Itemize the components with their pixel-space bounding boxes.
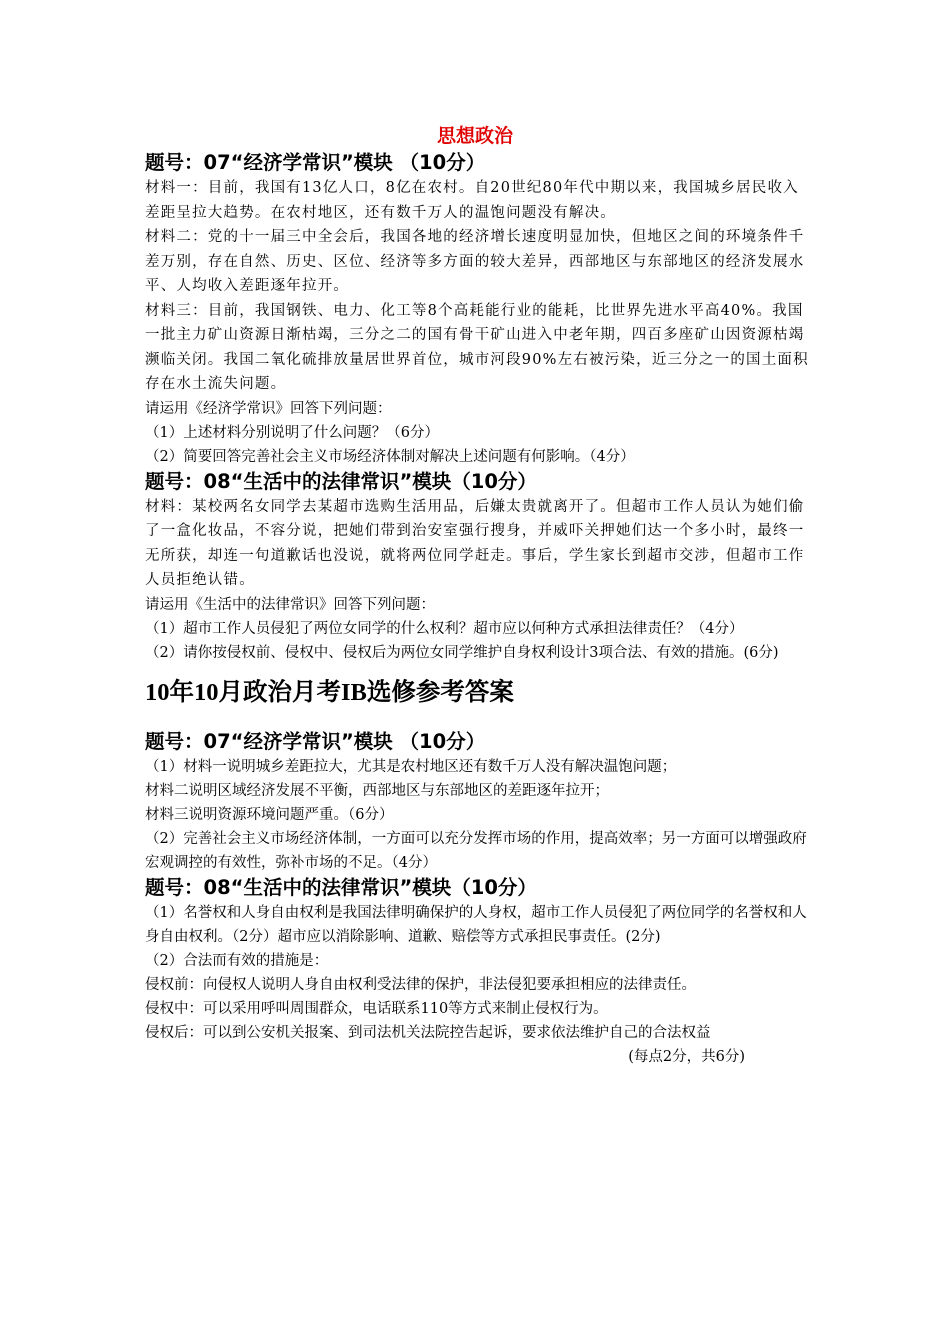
answer-07-line-3: 材料三说明资源环境问题严重。（6分） xyxy=(145,806,394,823)
question-07-item-1: （1）上述材料分别说明了什么问题？（6分） xyxy=(145,424,439,441)
question-08-heading: 题号：08“生活中的法律常识”模块（10分） xyxy=(145,469,537,493)
answer-08-line-1: （1）名誉权和人身自由权利是我国法律明确保护的人身权，超市工作人员侵犯了两位同学的名誉权和人身自由权利。（2分）超市应以消除影响、道歉、赔偿等方式承担民事责任。(2分) xyxy=(145,904,807,945)
answer-08-line-2: （2）合法而有效的措施是： xyxy=(145,952,329,969)
answer-title: 10年10月政治月考IB选修参考答案 xyxy=(145,678,514,706)
answer-08-score-note: (每点2分，共6分) xyxy=(628,1048,745,1065)
answer-07-line-2: 材料二说明区域经济发展不平衡，西部地区与东部地区的差距逐年拉开； xyxy=(145,782,609,799)
answer-07-line-1: （1）材料一说明城乡差距拉大，尤其是农村地区还有数千万人没有解决温饱问题； xyxy=(145,758,677,775)
document-body xyxy=(145,150,813,1069)
question-07 xyxy=(145,150,813,469)
material-3: 材料三：目前，我国钢铁、电力、化工等8个高耗能行业的能耗，比世界先进水平高40%。我国一批主力矿山资源日渐枯竭，三分之二的国有骨干矿山进入中老年期，四百多座矿山因资源枯竭濒临关闭。我国二氧化硫排放量居世界首位，城市河段90%左右被污染，近三分之一的国土面积存在水土流失问题。 xyxy=(145,302,809,392)
question-07-heading: 题号：07“经济学常识”模块 （10分） xyxy=(145,151,486,174)
question-07-item-2: （2）简要回答完善社会主义市场经济体制对解决上述问题有何影响。（4分） xyxy=(145,448,635,465)
question-08-item-2: （2）请你按侵权前、侵权中、侵权后为两位女同学维护自身权利设计3项合法、有效的措施。(6分) xyxy=(145,644,779,661)
answer-08-line-5: 侵权后：可以到公安机关报案、到司法机关法院控告起诉，要求依法维护自己的合法权益 xyxy=(145,1024,711,1041)
material-1: 材料一：目前，我国有13亿人口，8亿在农村。自20世纪80年代中期以来，我国城乡居民收入差距呈拉大趋势。在农村地区，还有数千万人的温饱问题没有解决。 xyxy=(145,180,799,221)
answer-07 xyxy=(145,729,813,875)
answer-08 xyxy=(145,875,813,1069)
answer-08-heading: 题号：08“生活中的法律常识”模块（10分） xyxy=(145,875,537,899)
question-08-item-1: （1）超市工作人员侵犯了两位女同学的什么权利？超市应以何种方式承担法律责任？（4分） xyxy=(145,620,744,637)
question-07-prompt: 请运用《经济学常识》回答下列问题： xyxy=(145,400,392,417)
document-title: 思想政治 xyxy=(436,125,513,147)
answer-08-line-4: 侵权中：可以采用呼叫周围群众，电话联系110等方式来制止侵权行为。 xyxy=(145,1000,608,1017)
question-08-prompt: 请运用《生活中的法律常识》回答下列问题： xyxy=(145,596,435,613)
question-08 xyxy=(145,469,813,665)
answer-07-heading: 题号：07“经济学常识”模块 （10分） xyxy=(145,729,486,753)
material-law: 材料：某校两名女同学去某超市选购生活用品，后嫌太贵就离开了。但超市工作人员认为她们偷了一盒化妆品，不容分说，把她们带到治安室强行搜身，并威吓关押她们达一个多小时，最终一无所获，却连一句道歉话也没说，就将两位同学赶走。事后，学生家长到超市交涉，但超市工作人员拒绝认错。 xyxy=(145,498,805,588)
material-2: 材料二：党的十一届三中全会后，我国各地的经济增长速度明显加快，但地区之间的环境条件千差万别，存在自然、历史、区位、经济等多方面的较大差异，西部地区与东部地区的经济发展水平、人均收入差距逐年拉开。 xyxy=(145,229,805,294)
answer-07-line-4: （2）完善社会主义市场经济体制，一方面可以充分发挥市场的作用，提高效率；另一方面可以增强政府宏观调控的有效性，弥补市场的不足。（4分） xyxy=(145,830,807,871)
answer-08-line-3: 侵权前：向侵权人说明人身自由权利受法律的保护，非法侵犯要承担相应的法律责任。 xyxy=(145,976,696,993)
